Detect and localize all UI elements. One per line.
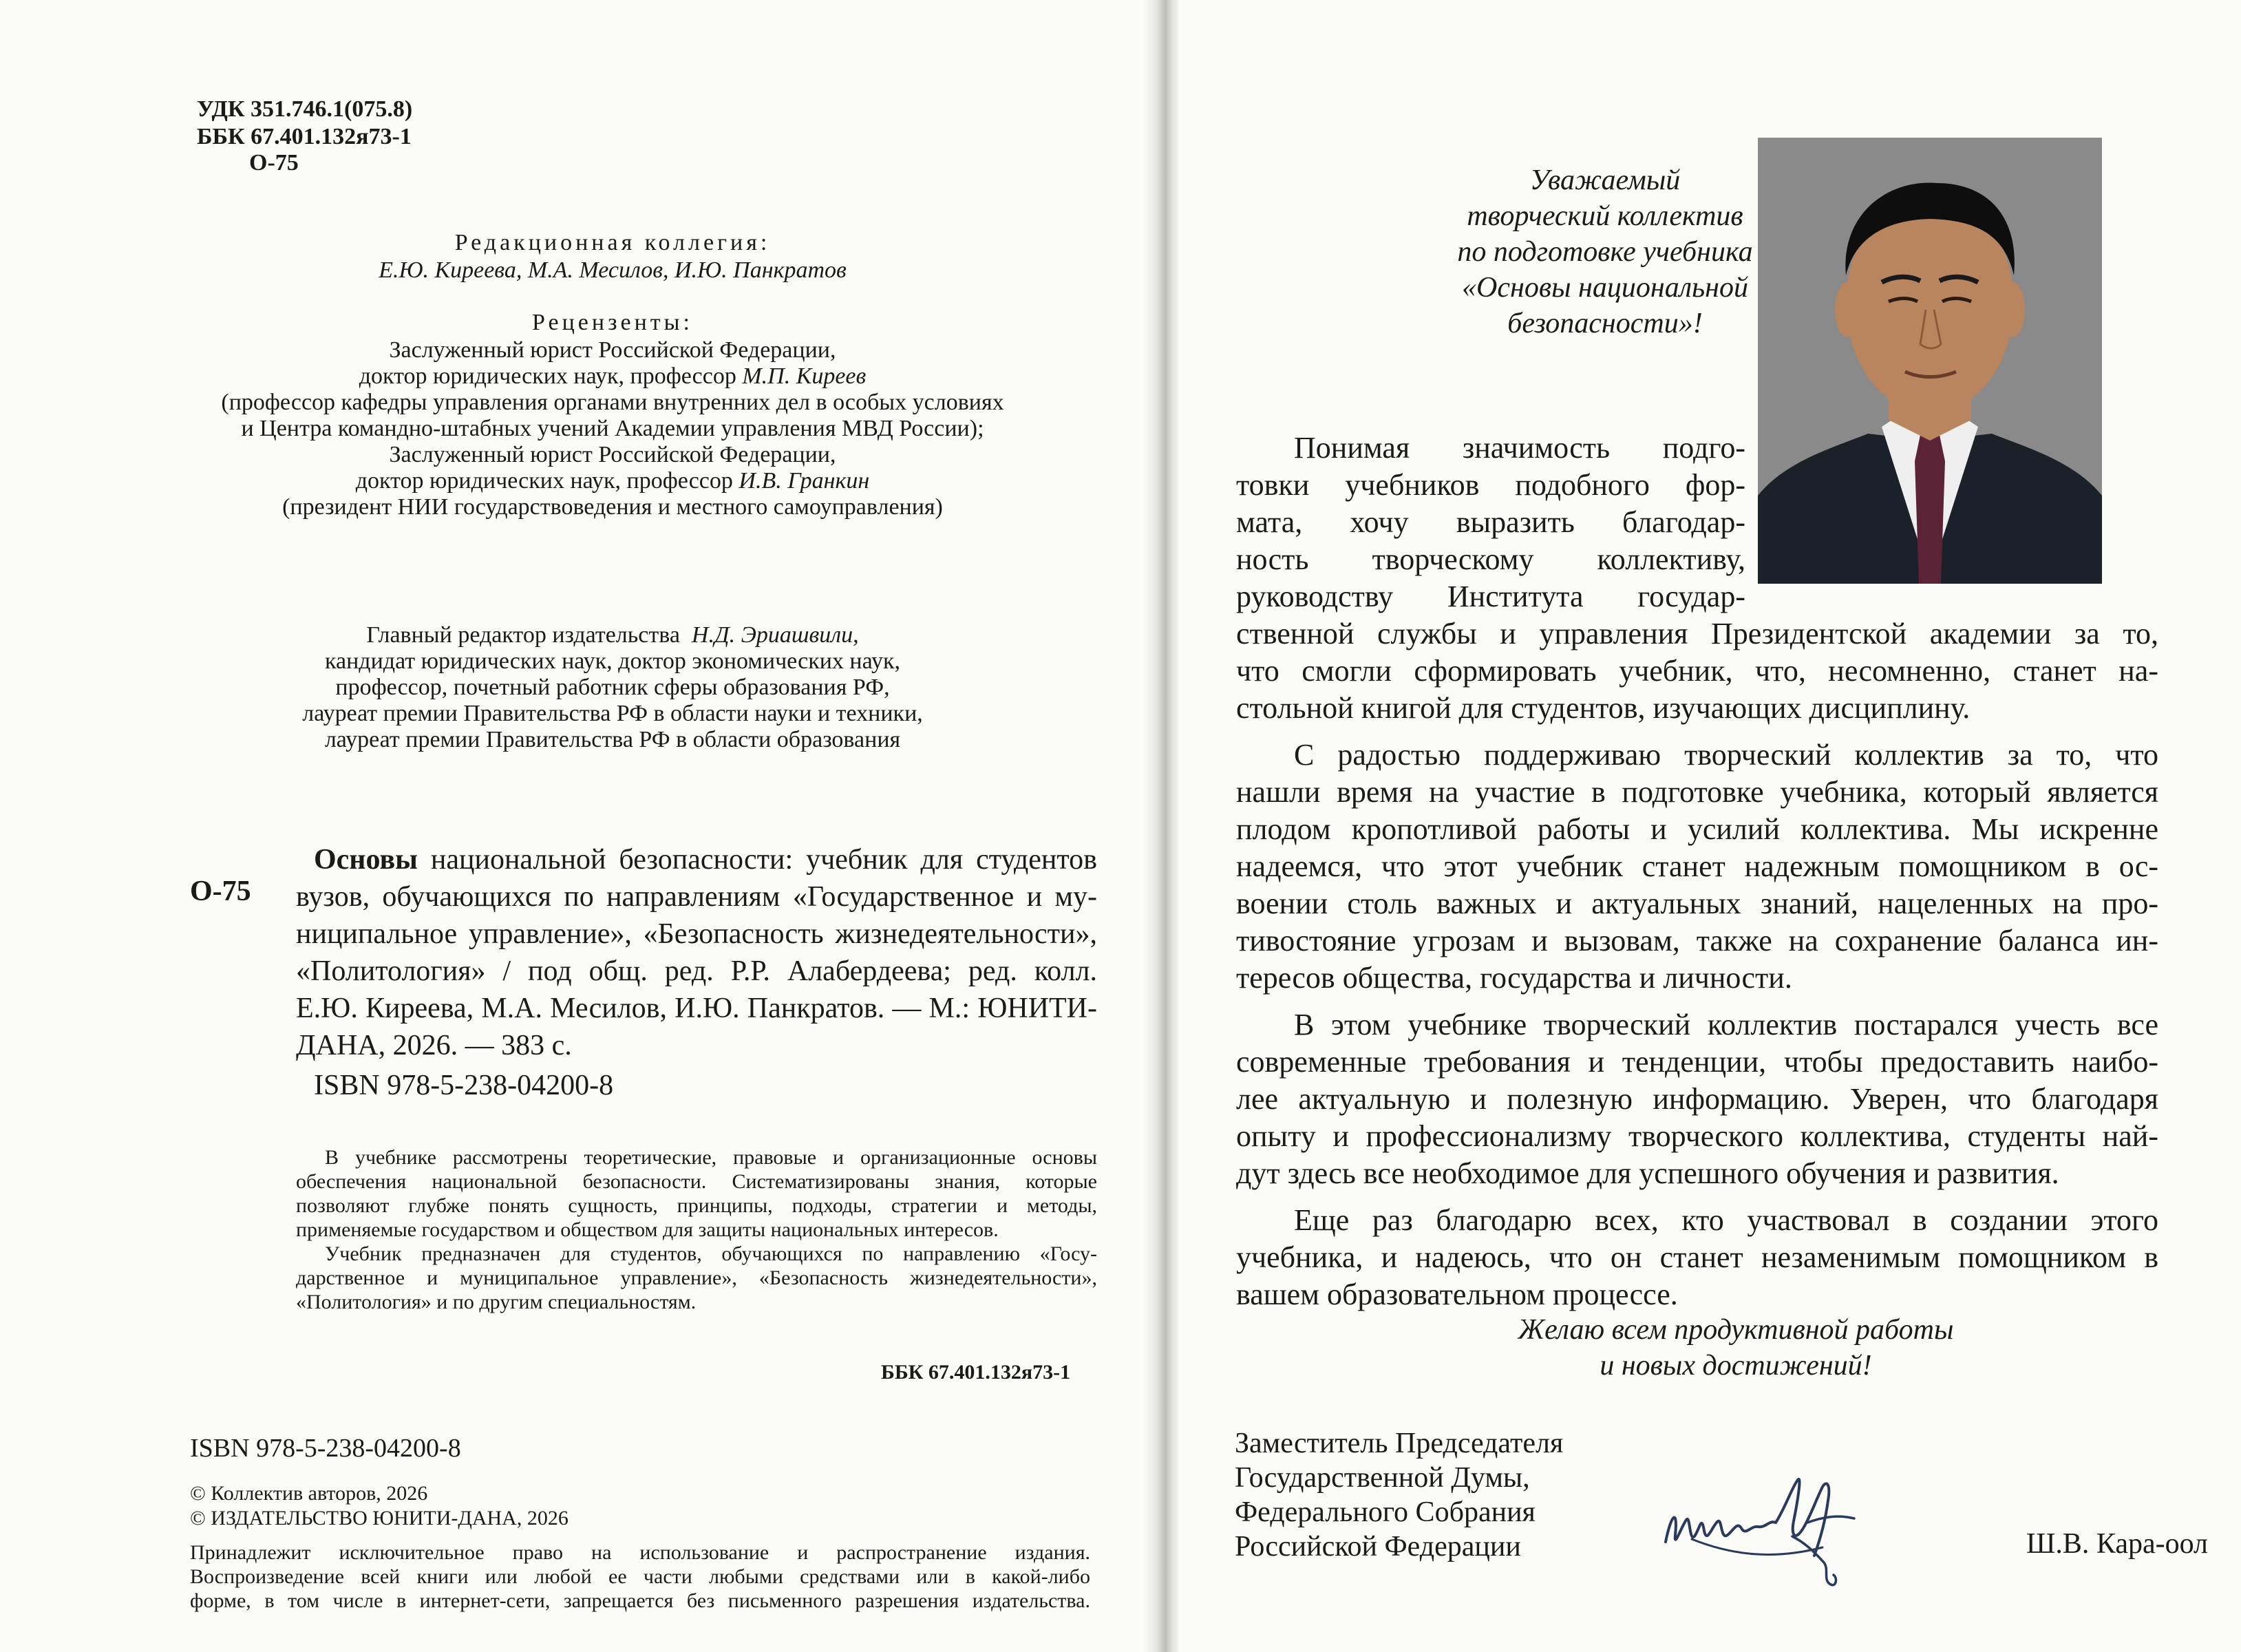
chief-editor-line: профессор, почетный работник сферы образования РФ, bbox=[335, 675, 890, 700]
letter-line: стольной книгой для студентов, изучающих дисциплину. bbox=[1236, 691, 1971, 725]
reviewer1-position-cont: и Центра командно-штабных учений Академии управления МВД России); bbox=[241, 416, 984, 441]
annotation-line: Учебник предназначен для студентов, обучающихся по направлению «Госу- bbox=[325, 1242, 1097, 1265]
catalog-line: вузов, обучающихся по направлениям «Государственное и му- bbox=[296, 881, 1097, 913]
annotation-line: позволяют глубже понять сущность, принципы, подходы, стратегии и методы, bbox=[296, 1194, 1097, 1217]
annotation-line: В учебнике рассмотрены теоретические, правовые и организационные основы bbox=[325, 1146, 1097, 1169]
reviewer1-position: (профессор кафедры управления органами внутренних дел в особых условиях bbox=[221, 390, 1004, 415]
reviewer1-title: Заслуженный юрист Российской Федерации, bbox=[389, 337, 836, 363]
annotation-line: «Политология» и по другим специальностям. bbox=[296, 1291, 697, 1313]
annotation-line: обеспечения национальной безопасности. Систематизированы знания, которые bbox=[296, 1170, 1097, 1193]
letter-line: надеемся, что этот учебник станет надежным помощником в ос- bbox=[1236, 849, 2158, 883]
copyright-authors: © Коллектив авторов, 2026 bbox=[190, 1482, 428, 1505]
catalog-line: «Политология» / под общ. ред. Р.Р. Алабердеева; ред. колл. bbox=[296, 955, 1097, 987]
letter-line: дут здесь все необходимое для успешного обучения и развития. bbox=[1236, 1156, 2059, 1190]
letter-line: плодом кропотливой работы и усилий коллектива. Мы искренне bbox=[1236, 812, 2158, 846]
letter-line: нашли время на участие в подготовке учебника, который является bbox=[1236, 775, 2158, 809]
portrait-photo bbox=[1758, 138, 2102, 584]
annotation-line: применяемые государством и обществом для защиты национальных интересов. bbox=[296, 1218, 999, 1241]
author-mark: О-75 bbox=[249, 150, 299, 176]
reviewer2-name: И.В. Гранкин bbox=[739, 468, 870, 494]
letter-line: вашем образовательном процессе. bbox=[1236, 1278, 1678, 1311]
annotation bbox=[296, 1145, 1097, 1314]
reviewer2-degree: доктор юридических наук, профессор И.В. Гранкин bbox=[355, 468, 870, 494]
rights-line: Принадлежит исключительное право на использование и распространение издания. bbox=[190, 1541, 1090, 1564]
rights-notice bbox=[190, 1540, 1090, 1613]
signer-name: Ш.В. Кара-оол bbox=[2026, 1528, 2209, 1560]
bbk-bottom: ББК 67.401.132я73-1 bbox=[881, 1361, 1071, 1384]
editorial-heading: Редакционная коллегия: bbox=[454, 230, 771, 255]
greeting-line: творческий коллектив bbox=[1467, 200, 1743, 232]
copyright-publisher: © ИЗДАТЕЛЬСТВО ЮНИТИ-ДАНА, 2026 bbox=[190, 1507, 569, 1529]
letter-line: опыту и профессионализму творческого коллектива, студенты най- bbox=[1236, 1119, 2158, 1153]
letter-line: В этом учебнике творческий коллектив постарался учесть все bbox=[1294, 1008, 2158, 1041]
catalog-line: Е.Ю. Киреева, М.А. Месилов, И.Ю. Панкратов. — М.: ЮНИТИ- bbox=[296, 993, 1097, 1024]
chief-editor-line: кандидат юридических наук, доктор экономических наук, bbox=[324, 648, 900, 674]
letter-line: С радостью поддерживаю творческий коллектив за то, что bbox=[1294, 738, 2158, 772]
catalog-line: Основы национальной безопасности: учебник для студентов bbox=[314, 844, 1098, 876]
catalog-line: ниципальное управление», «Безопасность жизнедеятельности», bbox=[296, 918, 1097, 950]
reviewer1-name: М.П. Киреев bbox=[742, 363, 867, 389]
isbn-bottom: ISBN 978-5-238-04200-8 bbox=[190, 1434, 461, 1463]
chief-editor-line: Главный редактор издательства Н.Д. Эриашвили, bbox=[366, 622, 859, 648]
greeting-line: «Основы национальной bbox=[1462, 272, 1748, 304]
rights-line: Воспроизведение всей книги или любой ее части любыми средствами или в какой-либо bbox=[190, 1565, 1090, 1588]
catalog-title: Основы bbox=[314, 844, 418, 876]
letter-line: руководству Института государ- bbox=[1236, 580, 1745, 613]
letter-body bbox=[1236, 615, 2158, 1313]
reviewer2-title: Заслуженный юрист Российской Федерации, bbox=[389, 442, 836, 467]
annotation-line: дарственное и муниципальное управление», «Безопасность жизнедеятельности», bbox=[296, 1267, 1097, 1289]
letter-line: воении столь важных и актуальных знаний, нацеленных на про- bbox=[1236, 887, 2158, 920]
letter-line: мата, хочу выразить благодар- bbox=[1236, 505, 1745, 539]
letter-paragraph-1 bbox=[1236, 430, 1745, 615]
letter-line: ность творческому коллективу, bbox=[1236, 542, 1745, 576]
letter-line: Еще раз благодарю всех, кто участвовал в создании этого bbox=[1294, 1203, 2158, 1237]
catalog-line: ДАНА, 2026. — 383 с. bbox=[296, 1030, 572, 1061]
letter-line: что смогли сформировать учебник, что, несомненно, станет на- bbox=[1236, 654, 2158, 688]
rights-line: форме, в том числе в интернет-сети, запрещается без письменного разрешения издательства. bbox=[190, 1589, 1090, 1612]
wish-line: Желаю всем продуктивной работы bbox=[1518, 1314, 1954, 1346]
greeting-line: по подготовке учебника bbox=[1457, 236, 1753, 268]
reviewer2-position: (президент НИИ государствоведения и местного самоуправления) bbox=[282, 494, 943, 520]
udk-code: УДК 351.746.1(075.8) bbox=[197, 96, 413, 122]
reviewer1-degree: доктор юридических наук, профессор М.П. Киреев bbox=[359, 363, 867, 389]
chief-editor-name: Н.Д. Эриашвили, bbox=[691, 622, 859, 648]
handwritten-signature bbox=[1650, 1459, 1878, 1604]
letter-line: современные требования и тенденции, чтобы предоставить наибо- bbox=[1236, 1045, 2158, 1079]
catalog-code: О-75 bbox=[190, 876, 251, 907]
closing-wish bbox=[1426, 1312, 2046, 1384]
letter-line: товки учебников подобного фор- bbox=[1236, 468, 1745, 502]
editorial-names: Е.Ю. Киреева, М.А. Месилов, И.Ю. Панкратов bbox=[379, 257, 847, 283]
letter-line: тивостояние угрозам и вызовам, также на сохранение баланса ин- bbox=[1236, 924, 2158, 957]
letter-line: тересов общества, государства и личности. bbox=[1236, 961, 1792, 995]
chief-editor-line: лауреат премии Правительства РФ в области науки и техники, bbox=[302, 701, 923, 726]
letter-line: Понимая значимость подго- bbox=[1294, 431, 1745, 465]
bbk-code: ББК 67.401.132я73-1 bbox=[197, 124, 412, 149]
position-line: Федерального Собрания bbox=[1235, 1496, 1536, 1528]
position-line: Государственной Думы, bbox=[1235, 1462, 1530, 1494]
signer-position bbox=[1235, 1426, 1675, 1564]
position-line: Заместитель Председателя bbox=[1235, 1428, 1564, 1459]
letter-line: лее актуальную и полезную информацию. Уверен, что благодаря bbox=[1236, 1082, 2158, 1116]
catalog-entry bbox=[296, 841, 1097, 1064]
letter-line: учебника, и надеюсь, что он станет незаменимым помощником в bbox=[1236, 1240, 2158, 1274]
wish-line: и новых достижений! bbox=[1600, 1350, 1872, 1381]
greeting-line: Уважаемый bbox=[1529, 165, 1681, 196]
position-line: Российской Федерации bbox=[1235, 1531, 1521, 1563]
letter-line: ственной службы и управления Президентской академии за то, bbox=[1236, 617, 2158, 650]
catalog-isbn: ISBN 978-5-238-04200-8 bbox=[314, 1070, 614, 1101]
chief-editor-line: лауреат премии Правительства РФ в области образования bbox=[324, 727, 901, 752]
reviewers-heading: Рецензенты: bbox=[532, 310, 693, 335]
greeting-line: безопасности»! bbox=[1507, 308, 1703, 339]
book-spine bbox=[1143, 0, 1184, 1652]
